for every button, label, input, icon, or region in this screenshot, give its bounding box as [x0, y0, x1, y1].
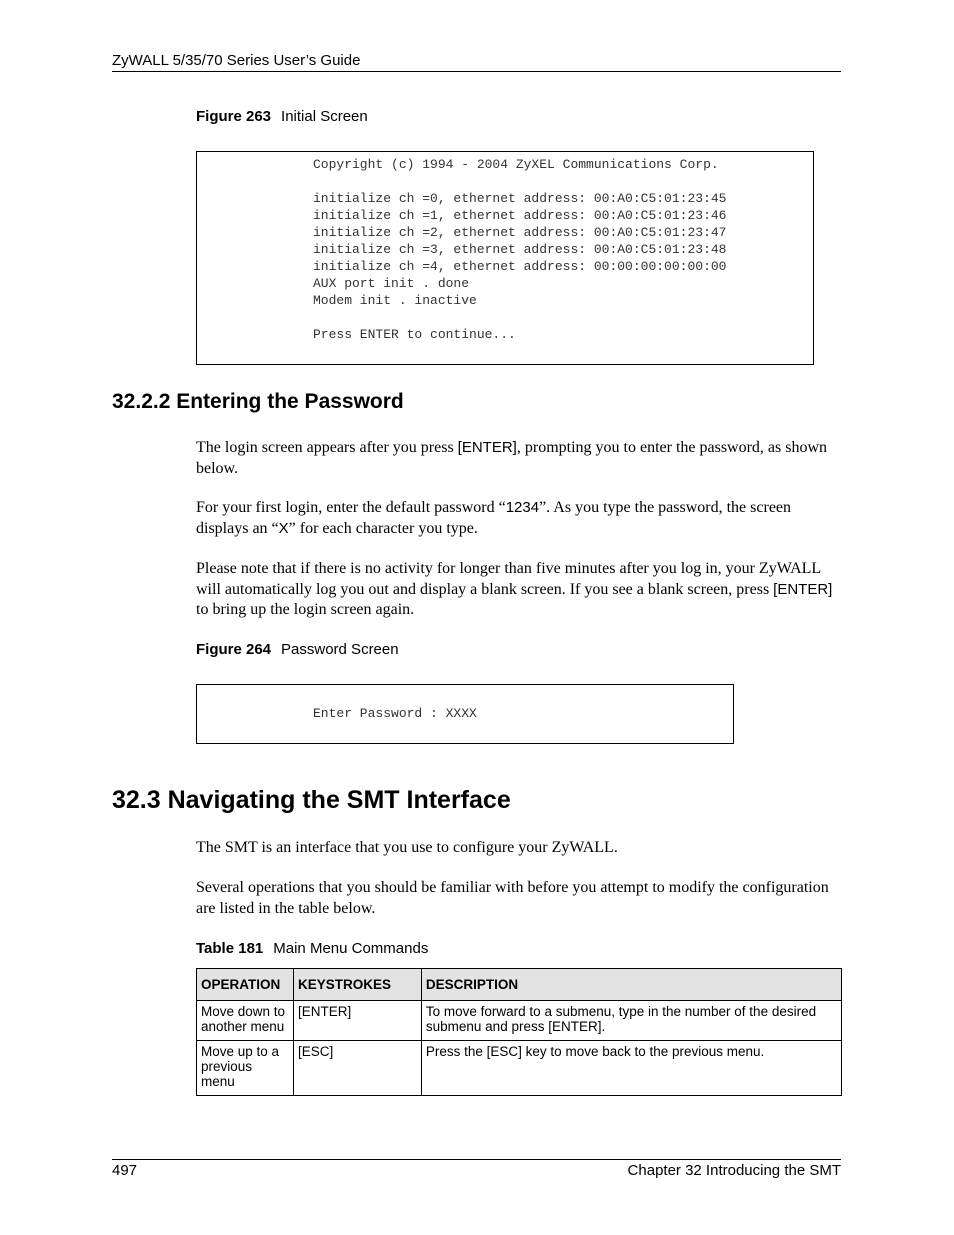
terminal-line: Modem init . inactive — [313, 293, 477, 308]
table-cell-keystrokes: [ESC] — [293, 1041, 421, 1096]
terminal-line: initialize ch =2, ethernet address: 00:A0:C5:01:23:47 — [313, 225, 727, 240]
initial-screen-terminal — [196, 151, 814, 365]
figure-264-label: Figure 264 — [196, 641, 272, 658]
terminal-line: Press ENTER to continue... — [313, 327, 516, 342]
paragraph-smt-intro: The SMT is an interface that you use to configure your ZyWALL. — [196, 839, 618, 856]
paragraph-default-password: For your first login, enter the default password “1234”. As you type the password, the screen displays an “X” for each character you type. — [196, 499, 792, 537]
paragraph-login-screen: The login screen appears after you press [ENTER], prompting you to enter the password, as shown below. — [196, 439, 828, 477]
terminal-line: initialize ch =3, ethernet address: 00:A0:C5:01:23:48 — [313, 242, 727, 257]
password-screen-terminal — [196, 684, 734, 744]
column-header-operation: OPERATION — [197, 969, 294, 1001]
table-cell-operation: Move up to a previous menu — [197, 1041, 294, 1096]
key-enter: [ENTER] — [457, 439, 517, 456]
table-cell-description: To move forward to a submenu, type in the number of the desired submenu and press [ENTER]. — [421, 1001, 841, 1041]
default-password: 1234 — [505, 499, 540, 516]
table-181-caption — [196, 940, 428, 957]
paragraph-inactivity: Please note that if there is no activity for longer than five minutes after you log in, your ZyWALL will automatically log you out and display a blank screen. If you see a blank screen, press [ENTER] to bring up the login screen again. — [196, 560, 833, 618]
table-row — [197, 1001, 842, 1041]
mask-char: X — [278, 519, 289, 537]
terminal-line: initialize ch =0, ethernet address: 00:A0:C5:01:23:45 — [313, 191, 727, 206]
table-181-title: Main Menu Commands — [273, 940, 429, 957]
figure-263-caption — [196, 108, 368, 125]
terminal-line: initialize ch =4, ethernet address: 00:00:00:00:00:00 — [313, 259, 727, 274]
main-menu-commands-table — [196, 968, 842, 1096]
terminal-line: Copyright (c) 1994 - 2004 ZyXEL Communications Corp. — [313, 157, 719, 172]
header-rule — [112, 71, 841, 72]
paragraph-operations: Several operations that you should be familiar with before you attempt to modify the configuration are listed in the table below. — [196, 879, 829, 917]
chapter-title: Chapter 32 Introducing the SMT — [627, 1162, 841, 1179]
figure-264-title: Password Screen — [281, 641, 399, 658]
table-header-row — [197, 969, 842, 1001]
table-cell-keystrokes: [ENTER] — [293, 1001, 421, 1041]
terminal-line: initialize ch =1, ethernet address: 00:A0:C5:01:23:46 — [313, 208, 727, 223]
page-number: 497 — [112, 1162, 138, 1179]
figure-264-caption — [196, 641, 399, 658]
column-header-keystrokes: KEYSTROKES — [293, 969, 421, 1001]
key-enter: [ENTER] — [773, 580, 833, 598]
section-heading-navigating-smt: 32.3 Navigating the SMT Interface — [112, 786, 511, 814]
column-header-description: DESCRIPTION — [421, 969, 841, 1001]
figure-263-label: Figure 263 — [196, 108, 272, 125]
terminal-line: Enter Password : XXXX — [313, 706, 477, 721]
footer-rule — [112, 1159, 841, 1160]
section-heading-entering-password: 32.2.2 Entering the Password — [112, 390, 404, 413]
table-row — [197, 1041, 842, 1096]
running-header: ZyWALL 5/35/70 Series User’s Guide — [112, 52, 361, 69]
table-181-label: Table 181 — [196, 940, 264, 957]
terminal-line: AUX port init . done — [313, 276, 470, 291]
table-cell-description: Press the [ESC] key to move back to the previous menu. — [421, 1041, 841, 1096]
table-cell-operation: Move down to another menu — [197, 1001, 294, 1041]
figure-263-title: Initial Screen — [281, 108, 368, 125]
